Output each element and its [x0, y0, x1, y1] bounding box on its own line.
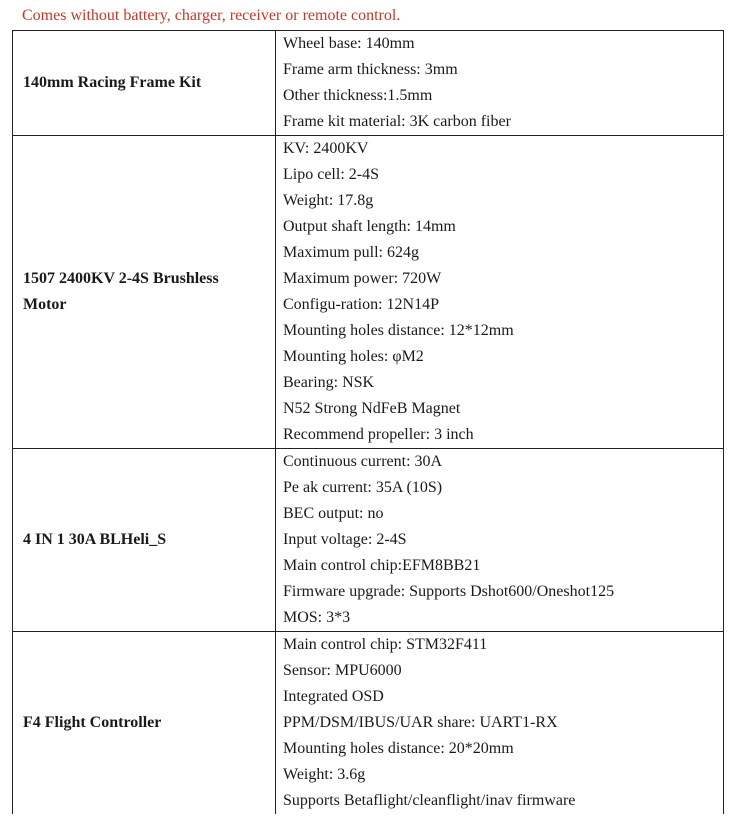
spec-line: BEC output: no — [283, 505, 384, 522]
spec-line: Mounting holes distance: 20*20mm — [283, 740, 514, 757]
table-row — [13, 449, 724, 632]
component-specs — [276, 136, 724, 449]
table-row — [13, 136, 724, 449]
spec-line: Input voltage: 2-4S — [283, 531, 407, 548]
spec-line: Frame kit material: 3K carbon fiber — [283, 113, 511, 130]
spec-line: Sensor: MPU6000 — [283, 662, 402, 679]
spec-line: Maximum pull: 624g — [283, 244, 419, 261]
spec-line: Main control chip: STM32F411 — [283, 636, 488, 653]
spec-line: Maximum power: 720W — [283, 270, 442, 287]
disclaimer-note: Comes without battery, charger, receiver or remote control. — [22, 7, 401, 24]
spec-line: Mounting holes: φM2 — [283, 348, 424, 365]
spec-line: Integrated OSD — [283, 688, 384, 705]
spec-line: Supports Betaflight/cleanflight/inav firmware — [283, 792, 576, 809]
component-name: 1507 2400KV 2-4S Brushless Motor — [13, 136, 276, 449]
spec-line: KV: 2400KV — [283, 140, 369, 157]
spec-line: PPM/DSM/IBUS/UAR share: UART1-RX — [283, 714, 558, 731]
spec-line: Weight: 17.8g — [283, 192, 374, 209]
component-specs — [276, 632, 724, 815]
component-name: 4 IN 1 30A BLHeli_S — [13, 449, 276, 632]
table-row — [13, 632, 724, 815]
spec-line: Weight: 3.6g — [283, 766, 366, 783]
spec-line: Lipo cell: 2-4S — [283, 166, 379, 183]
component-specs — [276, 449, 724, 632]
component-name: F4 Flight Controller — [13, 632, 276, 815]
spec-line: Frame arm thickness: 3mm — [283, 61, 458, 78]
spec-line: Output shaft length: 14mm — [283, 218, 456, 235]
spec-line: N52 Strong NdFeB Magnet — [283, 400, 461, 417]
spec-line: Main control chip:EFM8BB21 — [283, 557, 481, 574]
spec-line: Continuous current: 30A — [283, 453, 443, 470]
spec-line: MOS: 3*3 — [283, 609, 351, 626]
spec-line: Other thickness:1.5mm — [283, 87, 433, 104]
spec-line: Bearing: NSK — [283, 374, 375, 391]
spec-line: Configu-ration: 12N14P — [283, 296, 439, 313]
spec-line: Pe ak current: 35A (10S) — [283, 479, 443, 496]
spec-line: Firmware upgrade: Supports Dshot600/Oneshot125 — [283, 583, 615, 600]
component-specs — [276, 31, 724, 136]
product-spec-table — [12, 30, 724, 814]
spec-line: Mounting holes distance: 12*12mm — [283, 322, 514, 339]
component-name: 140mm Racing Frame Kit — [13, 31, 276, 136]
spec-line: Recommend propeller: 3 inch — [283, 426, 474, 443]
spec-line: Wheel base: 140mm — [283, 35, 415, 52]
table-row — [13, 31, 724, 136]
